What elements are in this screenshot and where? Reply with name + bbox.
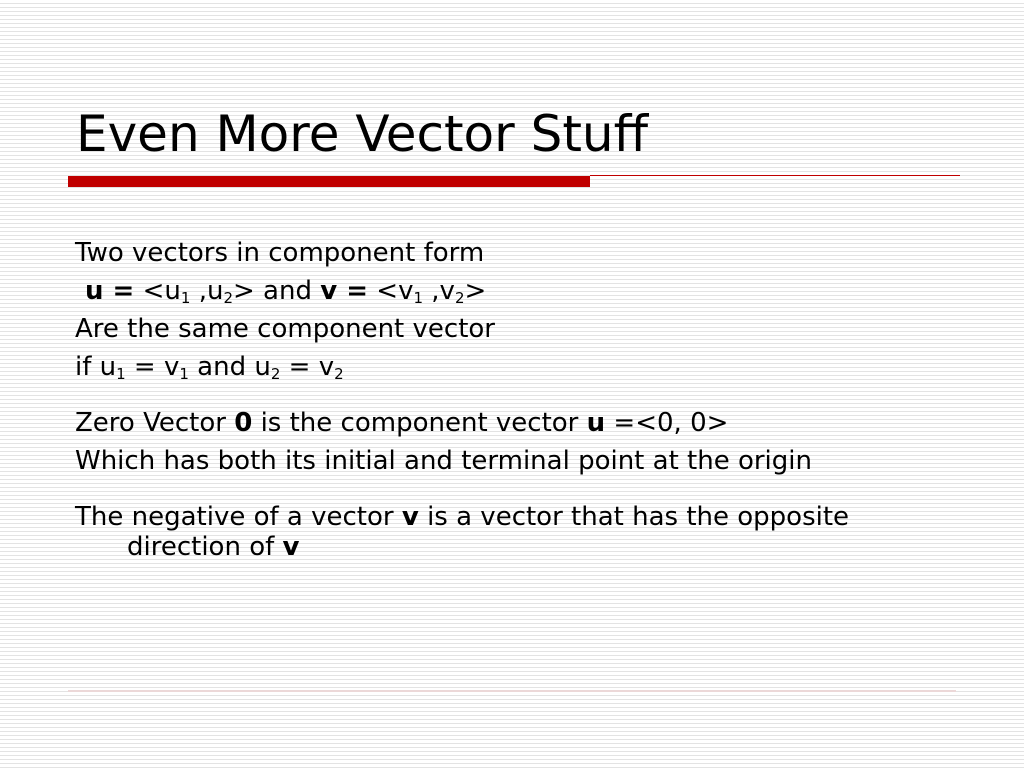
zero-c: is the component vector xyxy=(252,408,587,438)
footer-divider xyxy=(68,690,956,692)
text-line-negative xyxy=(75,502,955,562)
title-underline-red xyxy=(68,176,590,187)
cond-a: if u xyxy=(75,352,117,382)
cond-sub-4: 2 xyxy=(334,365,344,383)
u-sub-2: 2 xyxy=(223,289,233,307)
neg-a: The negative of a vector xyxy=(75,502,402,532)
cond-sub-1: 1 xyxy=(116,365,126,383)
v-mid: ,v xyxy=(423,276,455,306)
cond-c: and u xyxy=(188,352,271,382)
v-open: <v xyxy=(368,276,414,306)
u-close: > and xyxy=(233,276,321,306)
text-line-zero-vector xyxy=(75,404,955,442)
slide-body xyxy=(75,234,955,566)
v-label: v = xyxy=(320,276,369,306)
u-open: <u xyxy=(134,276,181,306)
cond-sub-2: 1 xyxy=(179,365,189,383)
text-line-origin: Which has both its initial and terminal point at the origin xyxy=(75,446,812,476)
slide-title: Even More Vector Stuff xyxy=(76,105,649,163)
cond-sub-3: 2 xyxy=(270,365,281,383)
zero-e: =<0, 0> xyxy=(605,408,729,438)
text-line-two-vectors: Two vectors in component form xyxy=(75,238,485,268)
zero-a: Zero Vector xyxy=(75,408,235,438)
neg-bold-v: v xyxy=(401,502,419,532)
text-line-components xyxy=(75,272,955,310)
u-label: u = xyxy=(85,276,135,306)
u-mid: ,u xyxy=(190,276,224,306)
text-line-condition xyxy=(75,348,955,386)
v-sub-2: 2 xyxy=(454,289,465,307)
zero-bold-0: 0 xyxy=(234,408,253,438)
cond-b: = v xyxy=(125,352,180,382)
u-sub-1: 1 xyxy=(180,289,191,307)
neg-c: is a vector that has the opposite direction of xyxy=(127,502,850,562)
text-line-same-vector: Are the same component vector xyxy=(75,314,495,344)
zero-bold-u: u xyxy=(586,408,606,438)
v-sub-1: 1 xyxy=(413,289,424,307)
cond-d: = v xyxy=(280,352,335,382)
title-underline-thin xyxy=(590,175,960,176)
neg-bold-v-end: v xyxy=(282,532,300,562)
v-close: > xyxy=(464,276,487,306)
